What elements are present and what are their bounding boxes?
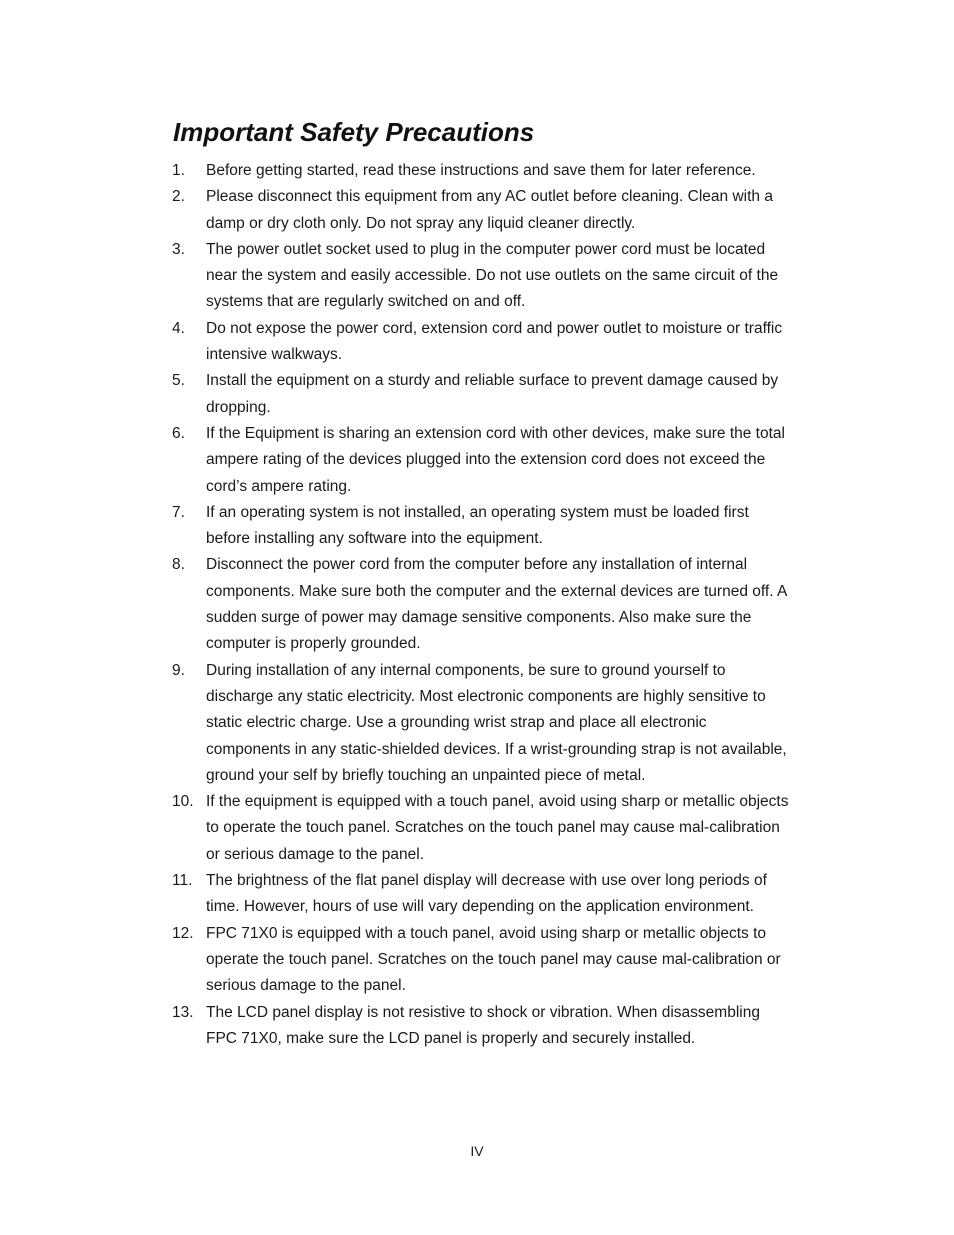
item-number: 13.	[172, 1003, 194, 1021]
list-item	[172, 1000, 792, 1053]
list-item	[172, 921, 792, 1000]
list-item	[172, 658, 792, 789]
list-item	[172, 158, 792, 184]
item-number: 3.	[172, 240, 185, 258]
list-item	[172, 184, 792, 237]
item-number: 6.	[172, 424, 185, 442]
list-item	[172, 237, 792, 316]
item-text: If an operating system is not installed, an operating system must be loaded first before installing any software into the equipment.	[206, 503, 749, 548]
item-number: 11.	[172, 872, 193, 890]
item-text: Install the equipment on a sturdy and reliable surface to prevent damage caused by dropping.	[206, 372, 779, 416]
item-text: FPC 71X0 is equipped with a touch panel, avoid using sharp or metallic objects to operate the touch panel. Scratches on the touch panel may cause mal-calibration or serious damage to the panel.	[206, 924, 781, 995]
item-text: During installation of any internal components, be sure to ground yourself to discharge any static electricity. Most electronic components are highly sensitive to static electric charge. Use a grounding wrist strap and place all electronic components in any static-shielded devices. If a wrist-grounding strap is not available, ground your self by briefly touching an unpainted piece of metal.	[206, 661, 787, 784]
item-number: 2.	[172, 188, 185, 206]
list-item	[172, 421, 792, 500]
list-item	[172, 368, 792, 421]
item-number: 10.	[172, 793, 194, 811]
item-number: 1.	[172, 162, 185, 179]
item-text: If the equipment is equipped with a touch panel, avoid using sharp or metallic objects to operate the touch panel. Scratches on the touch panel may cause mal-calibration or serious damage to the panel.	[206, 793, 789, 863]
list-item	[172, 789, 792, 868]
item-number: 5.	[172, 372, 185, 390]
item-text: The LCD panel display is not resistive to shock or vibration. When disassembling FPC 71X0, make sure the LCD panel is properly and securely installed.	[206, 1003, 760, 1047]
list-item	[172, 552, 792, 657]
item-text: Do not expose the power cord, extension cord and power outlet to moisture or traffic intensive walkways.	[206, 319, 783, 364]
item-text: Disconnect the power cord from the computer before any installation of internal components. Make sure both the computer and the external devices are turned off. A sudden surge of power may damage sensitive components. Also make sure the computer is properly grounded.	[206, 556, 787, 653]
precautions-list	[172, 158, 792, 1052]
list-item	[172, 868, 792, 921]
item-text: The brightness of the flat panel display will decrease with use over long periods of time. However, hours of use will vary depending on the application environment.	[206, 872, 767, 916]
page-number: IV	[470, 1143, 484, 1159]
item-number: 4.	[172, 319, 185, 337]
item-number: 7.	[172, 503, 185, 521]
item-number: 12.	[172, 924, 194, 942]
item-number: 8.	[172, 556, 185, 574]
item-text: If the Equipment is sharing an extension cord with other devices, make sure the total ampere rating of the devices plugged into the extension cord does not exceed the cord’s ampere rating.	[206, 424, 785, 495]
list-item	[172, 500, 792, 553]
item-text: The power outlet socket used to plug in the computer power cord must be located near the system and easily accessible. Do not use outlets on the same circuit of the systems that are regularly switched on and off.	[206, 240, 779, 311]
page-title: Important Safety Precautions	[173, 117, 535, 147]
item-number: 9.	[172, 661, 185, 679]
item-text: Please disconnect this equipment from any AC outlet before cleaning. Clean with a damp or dry cloth only. Do not spray any liquid cleaner directly.	[206, 188, 773, 232]
item-text: Before getting started, read these instructions and save them for later reference.	[206, 162, 756, 179]
list-item	[172, 316, 792, 369]
